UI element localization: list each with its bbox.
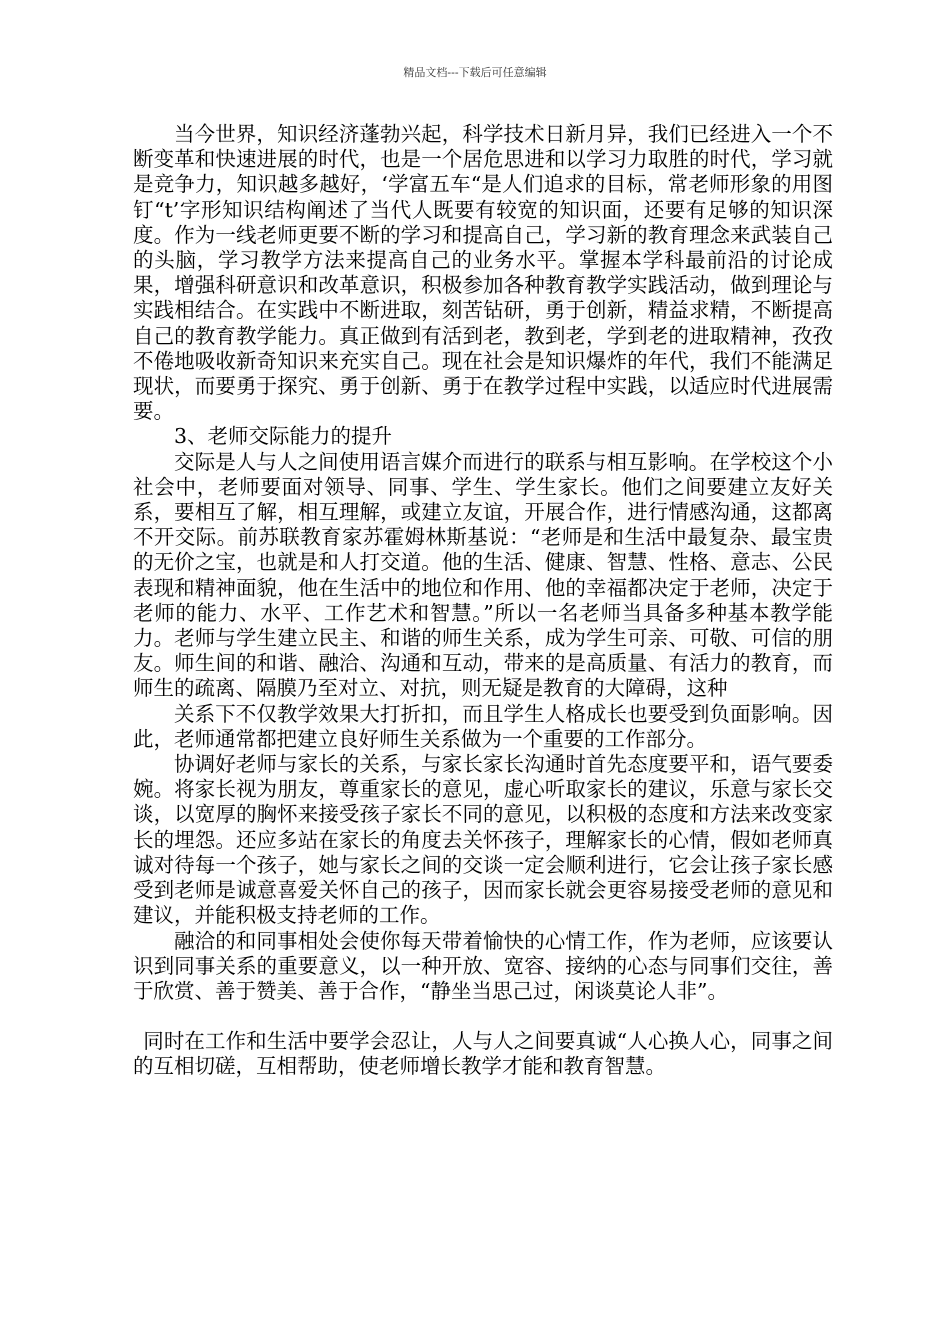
section-heading-communication: 3、老师交际能力的提升 <box>174 424 393 449</box>
paragraph-parent-relation: 协调好老师与家长的关系，与家长家长沟通时首先态度要平和，语气要委婉。将家长视为朋友，尊重家长的意见，虚心听取家长的建议，乐意与家长交谈，以宽厚的胸怀来接受孩子家长不同的意见，以积极的态度和方法来改变家长的埋怨。还应多站在家长的角度去关怀孩子，理解家长的心情，假如老师真诚对待每一个孩子，她与家长之间的交谈一定会顺利进行，它会让孩子家长感受到老师是诚意喜爱关怀自己的孩子，因而家长就会更容易接受老师的意见和建议，并能积极支持老师的工作。 <box>133 752 833 928</box>
paragraph-communication: 交际是人与人之间使用语言媒介而进行的联系与相互影响。在学校这个小社会中，老师要面对领导、同事、学生、学生家长。他们之间要建立友好关系，要相互了解，相互理解，或建立友谊，开展合作，进行情感沟通，这都离不开交际。前苏联教育家苏霍姆林斯基说：“老师是和生活中最复杂、最宝贵的无价之宝，也就是和人打交道。他的生活、健康、智慧、性格、意志、公民表现和精神面貌，他在生活中的地位和作用、他的幸福都决定于老师，决定于老师的能力、水平、工作艺术和智慧。”所以一名老师当具备多种基本教学能力。老师与学生建立民主、和谐的师生关系，成为学生可亲、可敬、可信的朋友。师生间的和谐、融洽、沟通和互动，带来的是高质量、有活力的教育，而师生的疏离、隔膜乃至对立、对抗，则无疑是教育的大障碍，这种 <box>133 449 833 701</box>
paragraph-teacher-student-relation: 关系下不仅教学效果大打折扣，而且学生人格成长也要受到负面影响。因此，老师通常都把建立良好师生关系做为一个重要的工作部分。 <box>133 701 833 751</box>
paragraph-knowledge-economy: 当今世界，知识经济蓬勃兴起，科学技术日新月异，我们已经进入一个不断变革和快速进展的时代，也是一个居危思进和以学习力取胜的时代，学习就是竞争力，知识越多越好，‘学富五车“是人们追求的目标，常老师形象的用图钉“t’字形知识结构阐述了当代人既要有较宽的知识面，还要有足够的知识深度。作为一线老师更要不断的学习和提高自己，学习新的教育理念来武装自己的头脑，学习教学方法来提高自己的业务水平。掌握本学科最前沿的讨论成果，增强科研意识和改革意识，积极参加各种教育教学实践活动，做到理论与实践相结合。在实践中不断进取，刻苦钻研，勇于创新，精益求精，不断提高自己的教育教学能力。真正做到有活到老，教到老，学到老的进取精神，孜孜不倦地吸收新奇知识来充实自己。现在社会是知识爆炸的年代，我们不能满足现状，而要勇于探究、勇于创新、勇于在教学过程中实践，以适应时代进展需要。 <box>133 122 833 424</box>
page-header: 精品文档---下载后可任意编辑 <box>403 66 547 79</box>
paragraph-colleague-relation: 融洽的和同事相处会使你每天带着愉快的心情工作，作为老师，应该要认识到同事关系的重要意义，以一种开放、宽容、接纳的心态与同事们交往，善于欣赏、善于赞美、善于合作，“静坐当思己过，闲谈莫论人非”。 <box>133 928 833 1003</box>
document-body <box>133 122 833 1080</box>
paragraph-tolerance: 同时在工作和生活中要学会忍让，人与人之间要真诚“人心换人心，同事之间的互相切磋，互相帮助，使老师增长教学才能和教育智慧。 <box>133 1029 833 1079</box>
